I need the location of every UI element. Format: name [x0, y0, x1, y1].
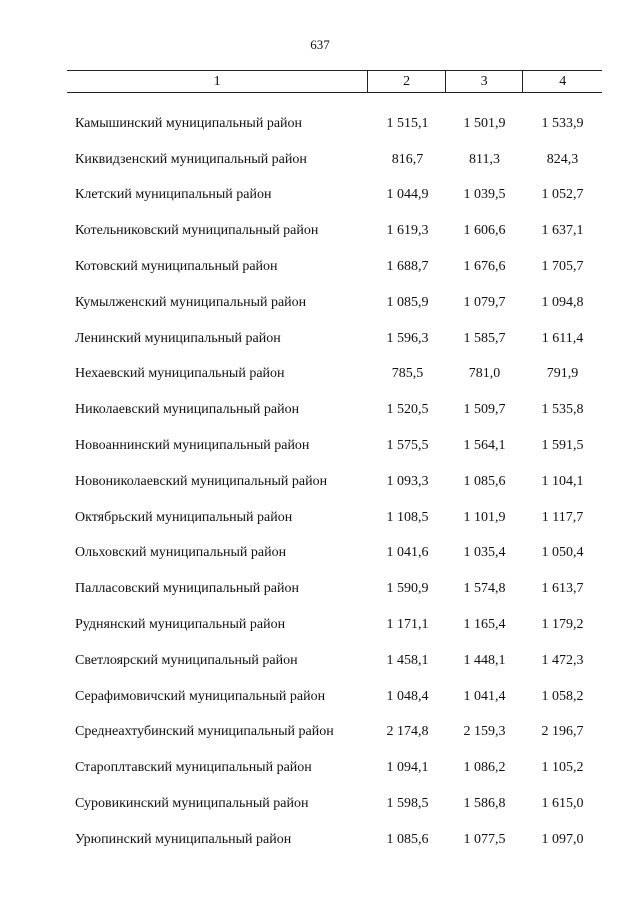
value-col-2: 1 085,6	[386, 831, 429, 847]
value-col-2: 816,7	[391, 151, 424, 167]
value-col-2: 2 174,8	[386, 724, 429, 740]
value-col-4: 1 705,7	[541, 259, 584, 275]
value-col-2: 1 575,5	[386, 438, 429, 454]
district-name: Урюпинский муниципальный район	[75, 831, 292, 847]
table-row	[67, 106, 602, 142]
value-col-3: 1 039,5	[463, 187, 506, 203]
value-col-2: 1 515,1	[386, 115, 429, 131]
district-name: Новониколаевский муниципальный район	[75, 473, 328, 489]
table-row	[67, 571, 602, 607]
value-col-4: 1 105,2	[541, 760, 584, 776]
district-name: Светлоярский муниципальный район	[75, 652, 298, 668]
page-number: 637	[310, 37, 330, 52]
value-col-4: 1 117,7	[541, 509, 584, 525]
value-col-3: 1 165,4	[463, 617, 506, 633]
header-col-3: 3	[445, 71, 523, 92]
district-name: Кумылженский муниципальный район	[75, 294, 307, 310]
value-col-2: 1 085,9	[386, 294, 429, 310]
district-name: Котовский муниципальный район	[75, 259, 278, 275]
table-row	[67, 213, 602, 249]
value-col-4: 1 179,2	[541, 617, 584, 633]
table-body	[67, 106, 602, 858]
value-col-3: 1 564,1	[463, 438, 506, 454]
value-col-4: 2 196,7	[541, 724, 584, 740]
value-col-3: 1 501,9	[463, 115, 506, 131]
district-name: Руднянский муниципальный район	[75, 617, 286, 633]
value-col-2: 1 171,1	[386, 617, 429, 633]
district-name: Октябрьский муниципальный район	[75, 509, 293, 525]
value-col-4: 1 472,3	[541, 652, 584, 668]
value-col-2: 1 458,1	[386, 652, 429, 668]
value-col-3: 781,0	[468, 366, 501, 382]
district-name: Котельниковский муниципальный район	[75, 223, 319, 239]
table-row	[67, 428, 602, 464]
value-col-3: 1 101,9	[463, 509, 506, 525]
district-name: Камышинский муниципальный район	[75, 115, 303, 131]
district-name: Киквидзенский муниципальный район	[75, 151, 307, 167]
value-col-2: 1 520,5	[386, 402, 429, 418]
value-col-4: 1 104,1	[541, 473, 584, 489]
table-row	[67, 607, 602, 643]
value-col-3: 1 086,2	[463, 760, 506, 776]
table-row	[67, 679, 602, 715]
district-name: Николаевский муниципальный район	[75, 402, 300, 418]
value-col-2: 1 041,6	[386, 545, 429, 561]
table-row	[67, 643, 602, 679]
district-name: Серафимовичский муниципальный район	[75, 688, 326, 704]
data-table	[67, 70, 602, 858]
value-col-2: 1 596,3	[386, 330, 429, 346]
district-name: Суровикинский муниципальный район	[75, 796, 309, 812]
value-col-3: 2 159,3	[463, 724, 506, 740]
value-col-3: 1 085,6	[463, 473, 506, 489]
table-row	[67, 321, 602, 357]
value-col-3: 1 041,4	[463, 688, 506, 704]
table-row	[67, 142, 602, 178]
header-col-1: 1	[213, 74, 221, 89]
table-row	[67, 536, 602, 572]
header-col-2: 2	[367, 71, 445, 92]
value-col-4: 791,9	[546, 366, 579, 382]
value-col-2: 1 093,3	[386, 473, 429, 489]
table-row	[67, 715, 602, 751]
value-col-4: 1 052,7	[541, 187, 584, 203]
value-col-4: 1 535,8	[541, 402, 584, 418]
value-col-3: 1 509,7	[463, 402, 506, 418]
table-row	[67, 249, 602, 285]
value-col-4: 1 094,8	[541, 294, 584, 310]
value-col-3: 1 079,7	[463, 294, 506, 310]
header-col-4: 4	[522, 71, 602, 92]
value-col-4: 1 637,1	[541, 223, 584, 239]
district-name: Новоаннинский муниципальный район	[75, 438, 310, 454]
value-col-4: 1 611,4	[541, 330, 584, 346]
value-col-3: 1 448,1	[463, 652, 506, 668]
district-name: Староплтавский муниципальный район	[75, 760, 312, 776]
value-col-3: 1 574,8	[463, 581, 506, 597]
table-row	[67, 464, 602, 500]
district-name: Нехаевский муниципальный район	[75, 366, 285, 382]
value-col-3: 1 586,8	[463, 796, 506, 812]
value-col-2: 1 094,1	[386, 760, 429, 776]
district-name: Ленинский муниципальный район	[75, 330, 281, 346]
table-row	[67, 750, 602, 786]
district-name: Среднеахтубинский муниципальный район	[75, 724, 334, 740]
value-col-2: 1 048,4	[386, 688, 429, 704]
table-row	[67, 500, 602, 536]
value-col-3: 1 585,7	[463, 330, 506, 346]
value-col-3: 1 676,6	[463, 259, 506, 275]
value-col-2: 1 590,9	[386, 581, 429, 597]
value-col-2: 1 619,3	[386, 223, 429, 239]
table-row	[67, 178, 602, 214]
value-col-4: 1 058,2	[541, 688, 584, 704]
value-col-4: 1 097,0	[541, 831, 584, 847]
table-header	[67, 70, 602, 93]
value-col-2: 1 598,5	[386, 796, 429, 812]
value-col-4: 1 591,5	[541, 438, 584, 454]
value-col-2: 1 688,7	[386, 259, 429, 275]
value-col-4: 1 613,7	[541, 581, 584, 597]
value-col-4: 1 533,9	[541, 115, 584, 131]
value-col-3: 1 077,5	[463, 831, 506, 847]
table-row	[67, 786, 602, 822]
district-name: Палласовский муниципальный район	[75, 581, 299, 597]
value-col-4: 1 050,4	[541, 545, 584, 561]
district-name: Ольховский муниципальный район	[75, 545, 287, 561]
table-row	[67, 392, 602, 428]
value-col-4: 1 615,0	[541, 796, 584, 812]
value-col-2: 1 108,5	[386, 509, 429, 525]
district-name: Клетский муниципальный район	[75, 187, 272, 203]
value-col-2: 785,5	[391, 366, 424, 382]
value-col-3: 1 606,6	[463, 223, 506, 239]
value-col-3: 811,3	[469, 151, 500, 167]
table-row	[67, 822, 602, 858]
table-row	[67, 357, 602, 393]
value-col-2: 1 044,9	[386, 187, 429, 203]
value-col-3: 1 035,4	[463, 545, 506, 561]
table-row	[67, 285, 602, 321]
value-col-4: 824,3	[546, 151, 579, 167]
